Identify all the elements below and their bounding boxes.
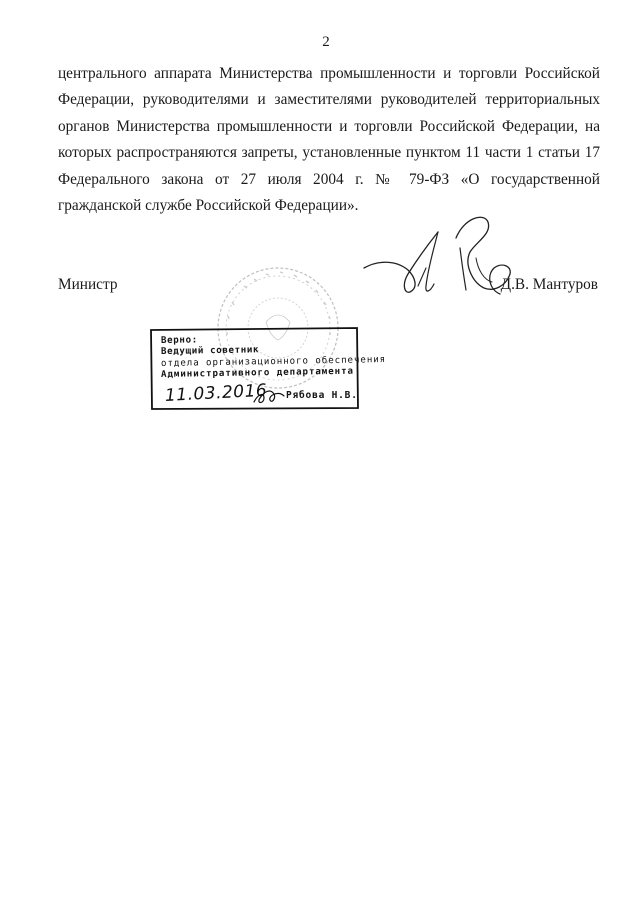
stamp-directorate-label: Административного департамента [160, 365, 355, 380]
handwritten-signature-image [360, 208, 520, 308]
stamp-verified-label: Верно: [160, 334, 198, 346]
stamp-position-label: Ведущий советник [160, 344, 260, 357]
stamp-handwritten-date: 11.03.2016 [164, 380, 268, 406]
signatory-position: Министр [58, 276, 118, 293]
stamp-signer-name: Рябова Н.В. [286, 390, 358, 401]
page-number: 2 [322, 34, 330, 50]
stamp-department-label: отдела организационного обеспечения [160, 354, 387, 369]
signatory-name: Д.В. Мантуров [500, 276, 598, 293]
body-paragraph: центрального аппарата Министерства промышленности и торговли Российской Федерации, руководителями и заместителями руководителей территориальных органов Министерства промышленности и торговли Российской Федерации, на которых распространяются запреты, установленные пунктом 11 части 1 статьи 17 Федерального закона от 27 июля 2004 г. № 79-ФЗ «О государственной гражданской службе Российской Федерации». [58, 65, 600, 215]
certification-stamp [148, 326, 387, 410]
stamp-initials-signature-image [252, 384, 286, 408]
